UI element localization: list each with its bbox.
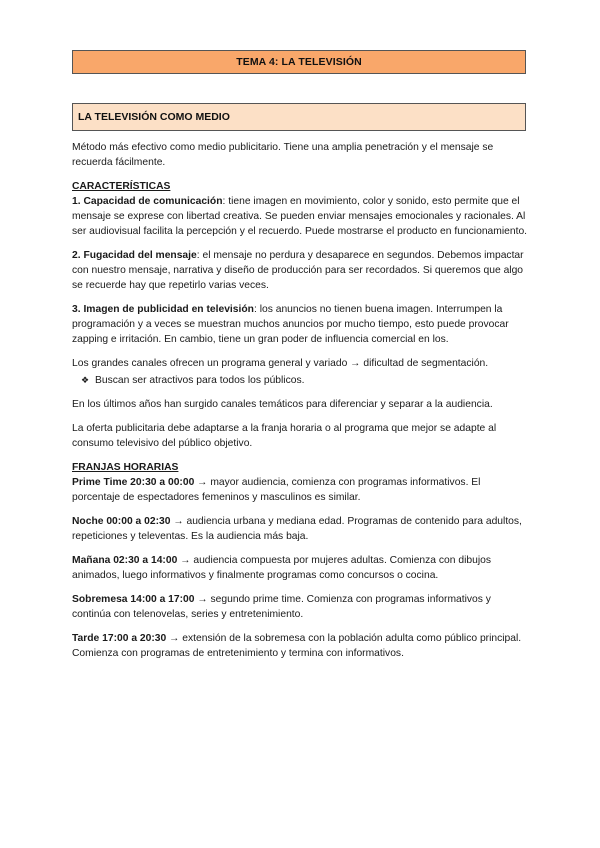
caracteristica-text: : los anuncios no tienen buena imagen. Interrumpen la programación y a veces se muestran muchos anuncios por mucho tiempo, esto puede provocar zapping e irritación. En cambio, tiene un gran poder de influencia comercial en los.: [72, 304, 509, 345]
oferta-paragraph: La oferta publicitaria debe adaptarse a la franja horaria o al programa que mejor se adapte al consumo televisivo del público objetivo.: [72, 423, 497, 449]
document-body: [72, 140, 530, 670]
franja-term: Noche 00:00 a 02:30: [72, 516, 171, 527]
page-title: TEMA 4: LA TELEVISIÓN: [72, 50, 526, 74]
tematicos-paragraph: En los últimos años han surgido canales temáticos para diferenciar y separar a la audiencia.: [72, 399, 493, 410]
section-title: LA TELEVISIÓN COMO MEDIO: [72, 103, 526, 131]
franja-term: Tarde 17:00 a 20:30: [72, 633, 167, 644]
franja-term: Sobremesa 14:00 a 17:00: [72, 594, 195, 605]
franja-text: → segundo prime time. Comienza con programas informativos y continúa con telenovelas, series y entretenimiento.: [72, 594, 491, 620]
bullet-item: [72, 373, 530, 388]
caracteristicas-heading: CARACTERÍSTICAS: [72, 181, 171, 192]
bullet-text: Buscan ser atractivos para todos los públicos.: [95, 375, 305, 386]
caracteristica-text: : el mensaje no perdura y desaparece en segundos. Debemos impactar con nuestro mensaje, narrativa y diseño de producción para ser recordados. Si queremos que algo se recuerde hay que repetirlo varias veces.: [72, 250, 524, 291]
caracteristica-item: [72, 194, 530, 239]
franja-term: Prime Time 20:30 a 00:00: [72, 477, 195, 488]
canales-paragraph: Los grandes canales ofrecen un programa general y variado → dificultad de segmentación.: [72, 358, 489, 369]
franja-item: [72, 475, 530, 505]
franja-item: [72, 631, 530, 661]
franja-item: [72, 514, 530, 544]
intro-paragraph: Método más efectivo como medio publicitario. Tiene una amplia penetración y el mensaje se recuerda fácilmente.: [72, 142, 494, 168]
diamond-bullet-icon: ❖: [81, 375, 90, 385]
franja-text: → extensión de la sobremesa con la población adulta como público principal. Comienza con programas de entretenimiento y termina con informativos.: [72, 633, 522, 659]
caracteristica-item: [72, 302, 530, 347]
franja-item: [72, 592, 530, 622]
caracteristica-term: 1. Capacidad de comunicación: [72, 196, 223, 207]
franja-text: → audiencia urbana y mediana edad. Programas de contenido para adultos, repeticiones y televentas. Es la audiencia más baja.: [72, 516, 522, 542]
caracteristica-term: 2. Fugacidad del mensaje: [72, 250, 197, 261]
caracteristica-term: 3. Imagen de publicidad en televisión: [72, 304, 254, 315]
franjas-heading: FRANJAS HORARIAS: [72, 462, 179, 473]
franja-item: [72, 553, 530, 583]
caracteristica-text: : tiene imagen en movimiento, color y sonido, esto permite que el mensaje se exprese con libertad creativa. Se pueden enviar mensajes emocionales y racionales. Al ser audiovisual facilita la percepción y el recuerdo. Puede mostrarse el producto en funcionamiento.: [72, 196, 528, 237]
franja-text: → mayor audiencia, comienza con programas informativos. El porcentaje de espectadores femeninos y masculinos es similar.: [72, 477, 481, 503]
franja-term: Mañana 02:30 a 14:00: [72, 555, 178, 566]
caracteristica-item: [72, 248, 530, 293]
franja-text: → audiencia compuesta por mujeres adultas. Comienza con dibujos animados, luego informativos y finalmente programas como concursos o cocina.: [72, 555, 491, 581]
